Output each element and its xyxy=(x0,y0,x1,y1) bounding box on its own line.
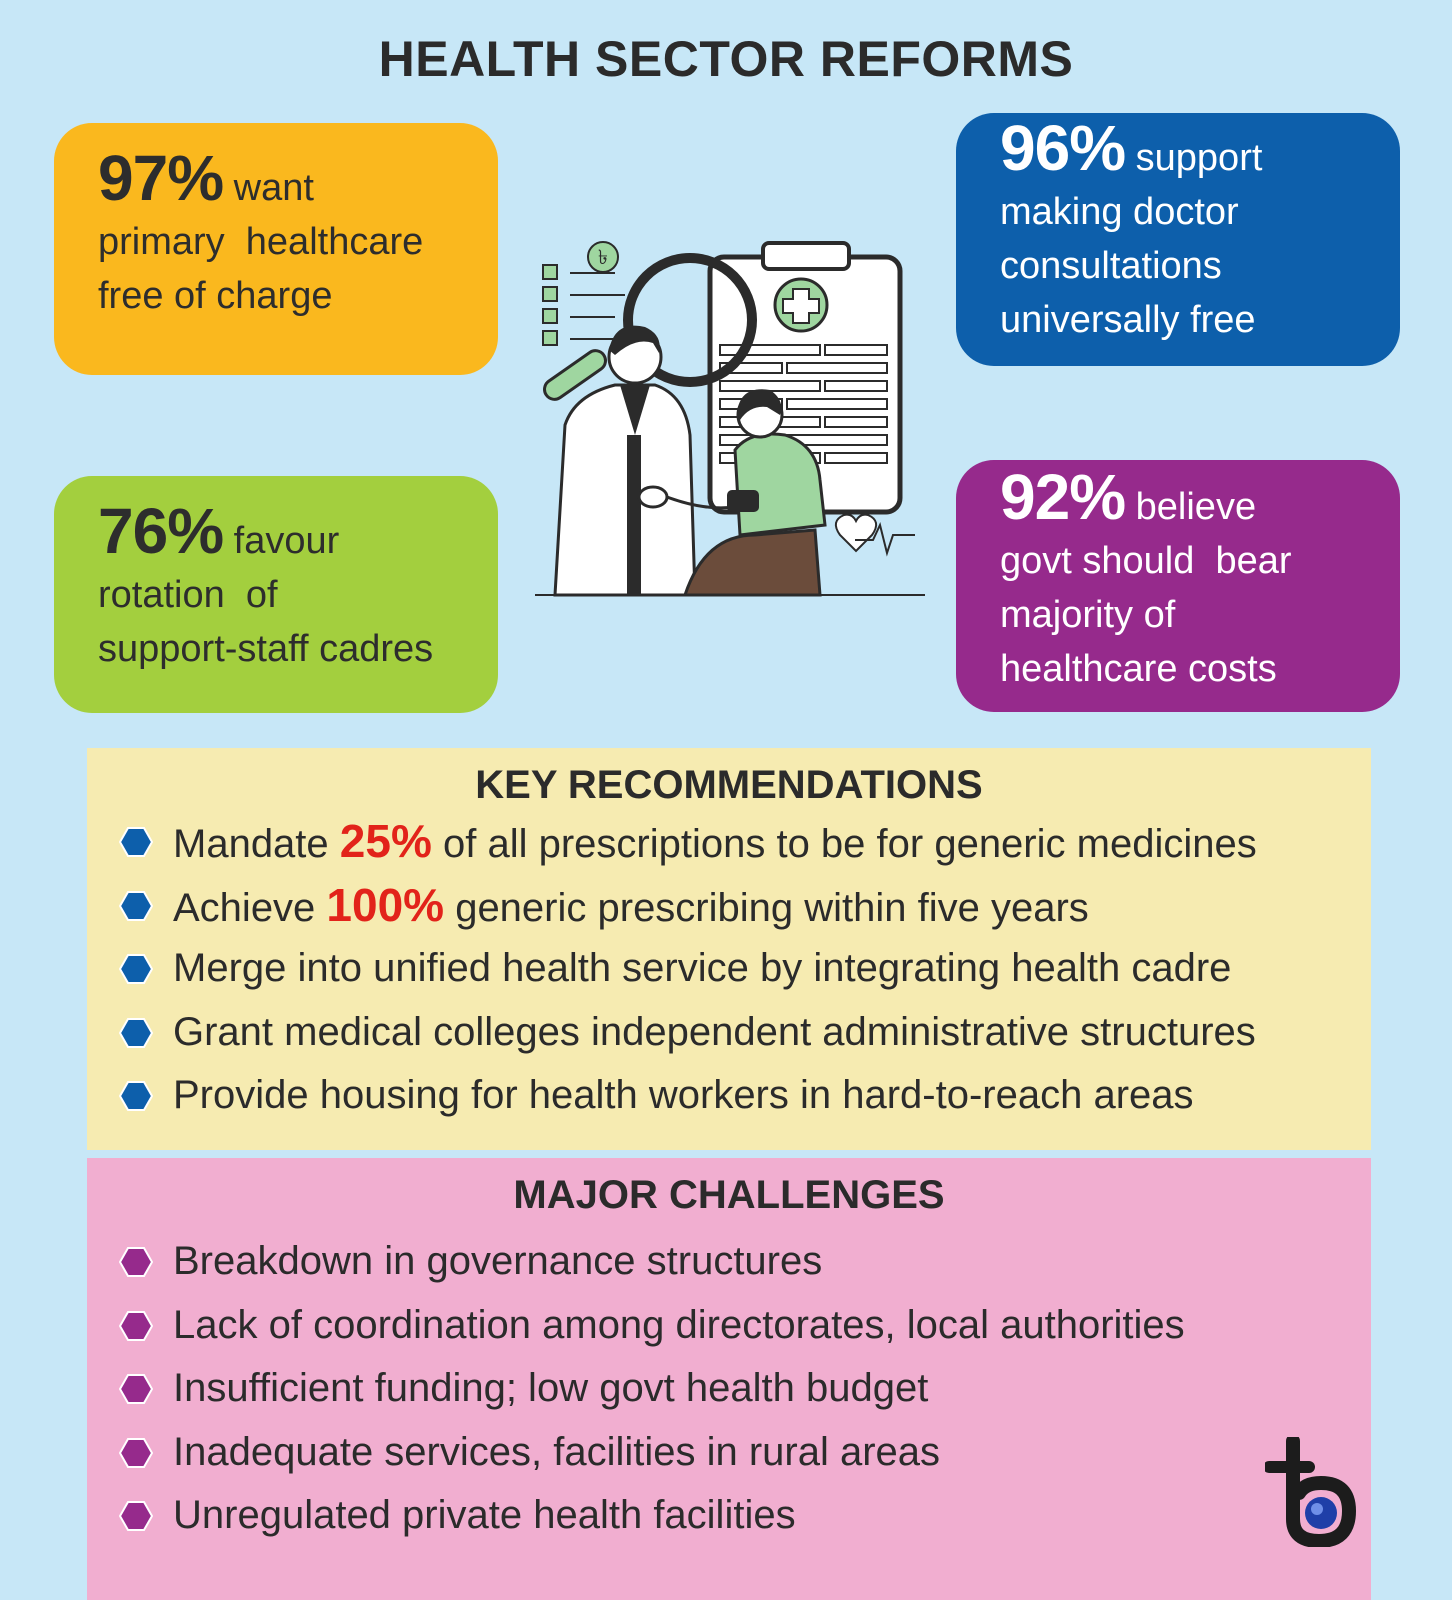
hexagon-bullet-icon xyxy=(119,953,153,985)
item-text: generic prescribing within five years xyxy=(444,885,1089,930)
stat-percentage: 76% xyxy=(98,495,224,567)
hexagon-bullet-icon xyxy=(119,1080,153,1112)
stat-text-line: consultations xyxy=(1000,245,1222,287)
stat-text-line: majority of xyxy=(1000,594,1176,636)
stat-verb: favour xyxy=(233,520,340,562)
stat-text-line: making doctor xyxy=(1000,191,1239,233)
item-text: Achieve xyxy=(173,885,327,930)
key-recommendations-panel xyxy=(87,748,1371,1150)
item-text: Unregulated private health facilities xyxy=(173,1493,796,1537)
item-text: Inadequate services, facilities in rural areas xyxy=(173,1429,941,1474)
stat-text-line: rotation of xyxy=(98,574,278,616)
stat-text-line: govt should bear xyxy=(1000,540,1292,582)
recommendations-list xyxy=(87,810,1371,1128)
stat-text-line: primary healthcare xyxy=(98,221,424,263)
item-text: Mandate xyxy=(173,822,340,866)
list-item xyxy=(87,1421,1371,1485)
challenges-list xyxy=(87,1230,1371,1548)
list-item xyxy=(87,937,1371,1001)
list-item xyxy=(87,1294,1371,1358)
stat-card-rotation xyxy=(54,476,498,713)
list-item xyxy=(87,1357,1371,1421)
stat-verb: believe xyxy=(1135,486,1257,528)
item-text: Insufficient funding; low govt health budget xyxy=(173,1366,929,1410)
item-text: Provide housing for health workers in hard-to-reach areas xyxy=(173,1073,1194,1117)
list-item xyxy=(87,810,1371,874)
doctor-patient-clipboard-icon xyxy=(535,235,930,615)
item-highlight: 100% xyxy=(326,878,445,931)
currency-symbol: ৳ xyxy=(598,245,608,269)
stat-text-line: support-staff cadres xyxy=(98,628,434,670)
hexagon-bullet-icon xyxy=(119,826,153,858)
hexagon-bullet-icon xyxy=(119,1373,153,1405)
major-challenges-panel xyxy=(87,1158,1371,1600)
hexagon-bullet-icon xyxy=(119,1500,153,1532)
item-highlight: 25% xyxy=(339,815,432,867)
list-item xyxy=(87,874,1371,938)
stat-text-line: free of charge xyxy=(98,275,333,317)
stat-text-line: universally free xyxy=(1000,299,1256,341)
stat-percentage: 92% xyxy=(1000,461,1126,533)
stat-text-line: healthcare costs xyxy=(1000,648,1277,690)
hexagon-bullet-icon xyxy=(119,1017,153,1049)
list-item xyxy=(87,1064,1371,1128)
stat-percentage: 97% xyxy=(98,142,224,214)
stat-verb: want xyxy=(233,167,314,209)
list-item xyxy=(87,1484,1371,1548)
stat-percentage: 96% xyxy=(1000,112,1126,184)
hexagon-bullet-icon xyxy=(119,890,153,922)
stat-verb: support xyxy=(1135,137,1263,179)
hexagon-bullet-icon xyxy=(119,1310,153,1342)
item-text: of all prescriptions to be for generic medicines xyxy=(431,822,1257,866)
page-title: HEALTH SECTOR REFORMS xyxy=(378,31,1074,87)
stat-card-govt-costs xyxy=(956,460,1400,712)
item-text: Grant medical colleges independent administrative structures xyxy=(173,1009,1256,1054)
list-item xyxy=(87,1230,1371,1294)
item-text: Merge into unified health service by integrating health cadre xyxy=(173,946,1232,990)
item-text: Breakdown in governance structures xyxy=(173,1239,823,1283)
hexagon-bullet-icon xyxy=(119,1246,153,1278)
tbs-logo-icon xyxy=(1265,1437,1365,1547)
item-text: Lack of coordination among directorates, local authorities xyxy=(173,1302,1185,1347)
hexagon-bullet-icon xyxy=(119,1437,153,1469)
stat-card-primary-healthcare xyxy=(54,123,498,375)
list-item xyxy=(87,1001,1371,1065)
stat-card-free-consultations xyxy=(956,113,1400,366)
panel-title: MAJOR CHALLENGES xyxy=(513,1173,945,1217)
panel-title: KEY RECOMMENDATIONS xyxy=(475,763,983,807)
